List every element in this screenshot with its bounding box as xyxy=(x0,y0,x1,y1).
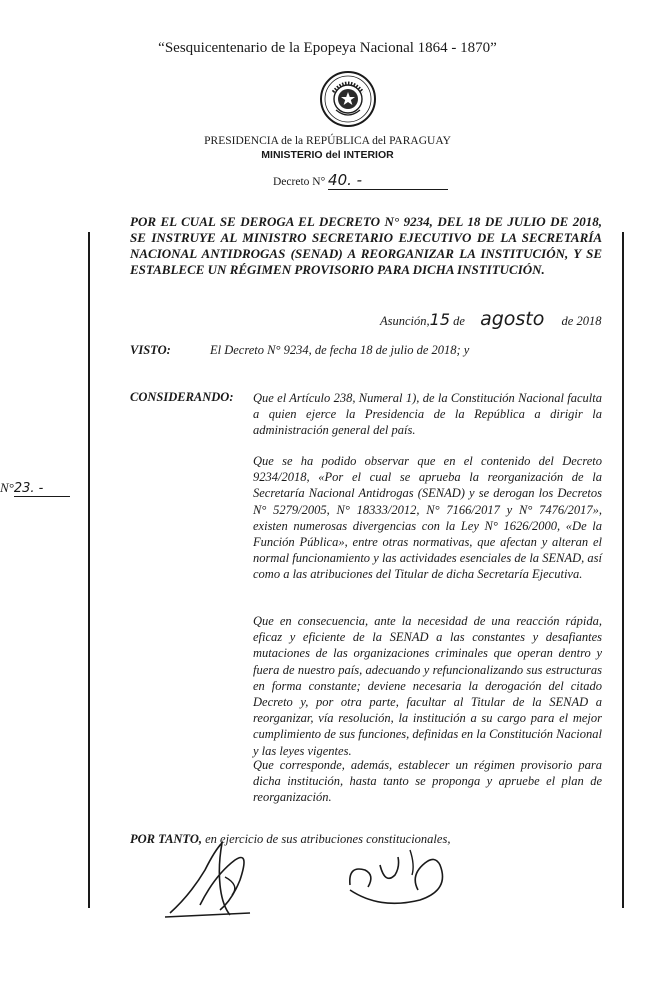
decree-label: Decreto N° xyxy=(273,176,326,188)
signature-2 xyxy=(340,845,470,915)
considerando-label: CONSIDERANDO: xyxy=(130,390,234,404)
por-tanto-label: POR TANTO, xyxy=(130,832,202,846)
por-tanto-text: en ejercicio de sus atribuciones constitucionales, xyxy=(202,832,451,846)
national-seal-icon xyxy=(319,70,377,128)
office-presidency: PRESIDENCIA de la REPÚBLICA del PARAGUAY xyxy=(204,135,451,147)
date-day-handwritten: 15 xyxy=(429,310,451,329)
header-motto: “Sesquicentenario de la Epopeya Nacional 1864 - 1870” xyxy=(158,40,497,56)
date-year: 2018 xyxy=(576,314,602,328)
right-margin-line xyxy=(622,232,624,908)
date-de-2: de xyxy=(561,314,574,328)
office-ministry: MINISTERIO del INTERIOR xyxy=(261,149,394,161)
considerando-paragraph-1: Que el Artículo 238, Numeral 1), de la Constitución Nacional faculta a quien ejerce la Presidencia de la República a dirigir la administración general del país. xyxy=(253,391,602,438)
margin-note xyxy=(0,480,70,497)
visto-text: El Decreto N° 9234, de fecha 18 de julio de 2018; y xyxy=(210,343,470,357)
place-city: Asunción, xyxy=(380,314,430,328)
margin-note-label: N° xyxy=(0,480,14,495)
decree-title: POR EL CUAL SE DEROGA EL DECRETO N° 9234, DEL 18 DE JULIO DE 2018, SE INSTRUYE AL MINISTRO SECRETARIO EJECUTIVO DE LA SECRETARÍA NACIONAL ANTIDROGAS (SENAD) A REORGANIZAR LA INSTITUCIÓN, Y SE ESTABLECE UN RÉGIMEN PROVISORIO PARA DICHA INSTITUCIÓN. xyxy=(130,214,602,277)
margin-note-number: 23. - xyxy=(13,481,44,496)
considerando-paragraph-2: Que se ha podido observar que en el contenido del Decreto 9234/2018, «Por el cual se aprueba la reorganización de la Secretaría Nacional Antidrogas (SENAD) y se derogan los Decretos N° 5279/2005, N° 18333/2012, N° 7166/2017 y N° 7476/2017», existen numerosas divergencias con la Ley N° 1626/2000, «De la Función Pública», entre otras normativas, que afectan y alteran el normal funcionamiento y las actividades esenciales de la SENAD, así como a las atribuciones del Titular de dicha Secretaría Ejecutiva. xyxy=(253,454,602,582)
considerando-paragraph-4: Que corresponde, además, establecer un régimen provisorio para dicha institución, hasta tanto se proponga y apruebe el plan de reorganización. xyxy=(253,758,602,805)
signature-1 xyxy=(160,835,270,925)
issuing-office xyxy=(0,134,655,162)
considerando-paragraph-3: Que en consecuencia, ante la necesidad de una reacción rápida, eficaz y eficiente de la SENAD a las constantes y desafiantes mutaciones de las organizaciones criminales que operan dentro y fuera de nuestro país, adecuando y refuncionalizando sus estructuras en forma constante; deviene necesaria la derogación del citado Decreto y, por otra parte, facultar al Titular de la SENAD a reorganizar, vía resolución, la institución a su cargo para el mejor cumplimiento de sus funciones, definidas en la Constitución Nacional y las leyes vigentes. xyxy=(253,614,602,758)
visto-label: VISTO: xyxy=(130,343,171,357)
place-date xyxy=(380,308,601,330)
left-margin-line xyxy=(88,232,90,908)
decree-number-row xyxy=(273,171,448,190)
date-month-handwritten: agosto xyxy=(480,308,545,330)
date-de-1: de xyxy=(453,314,465,328)
decree-number-handwritten: 40. - xyxy=(328,171,363,189)
